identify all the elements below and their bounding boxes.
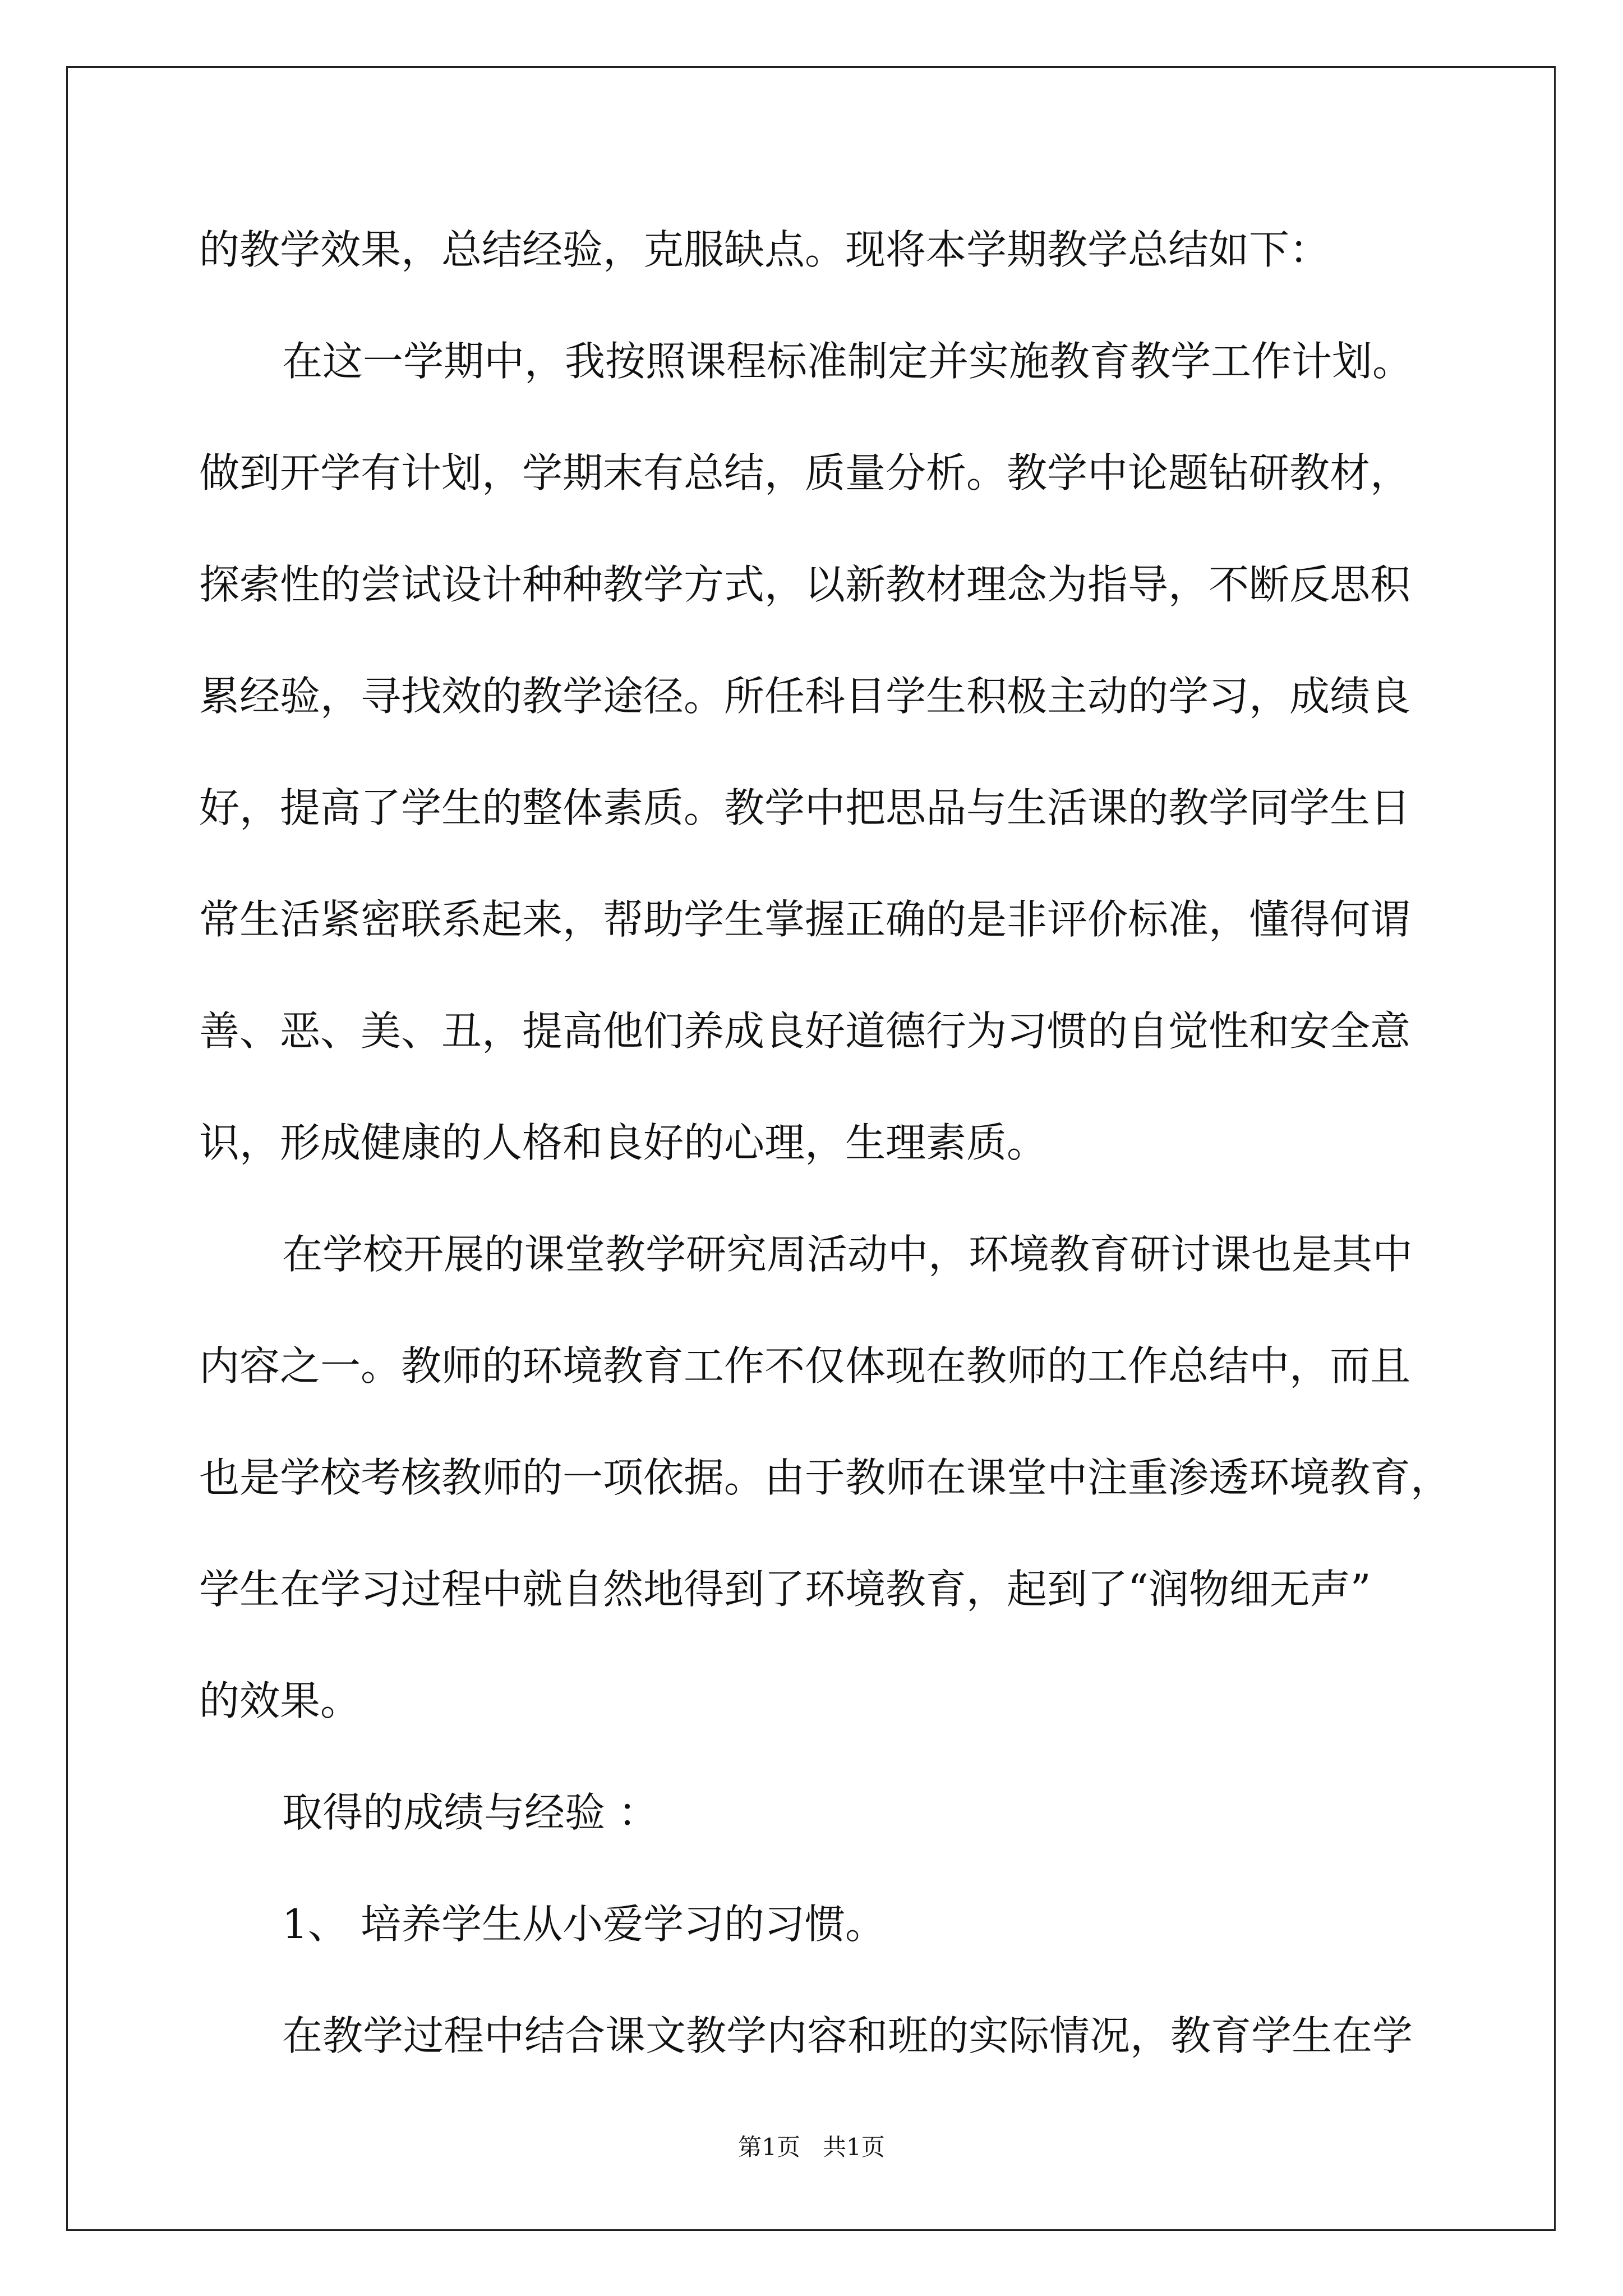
paragraph-line: 学生在学习过程中就自然地得到了环境教育，起到了“润物细无声” bbox=[199, 1566, 1371, 1613]
list-item-number: 1、 bbox=[282, 1901, 348, 1948]
paragraph-line: 内容之一。教师的环境教育工作不仅体现在教师的工作总结中，而且 bbox=[199, 1342, 1411, 1389]
paragraph-line: 善、恶、美、丑，提高他们养成良好道德行为习惯的自觉性和安全意 bbox=[199, 1007, 1411, 1055]
page-number: 第1页 bbox=[738, 2133, 800, 2161]
paragraph-line: 做到开学有计划，学期末有总结，质量分析。教学中论题钻研教材， bbox=[199, 449, 1411, 496]
paragraph-line: 也是学校考核教师的一项依据。由于教师在课堂中注重渗透环境教育， bbox=[199, 1454, 1451, 1501]
list-item-text: 培养学生从小爱学习的习惯。 bbox=[361, 1901, 886, 1948]
page-footer bbox=[0, 2131, 1623, 2164]
paragraph-line: 在学校开展的课堂教学研究周活动中，环境教育研讨课也是其中 bbox=[282, 1231, 1413, 1278]
paragraph-line: 累经验，寻找效的教学途径。所任科目学生积极主动的学习，成绩良 bbox=[199, 673, 1411, 720]
paragraph-line: 好，提高了学生的整体素质。教学中把思品与生活课的教学同学生日 bbox=[199, 784, 1411, 831]
paragraph-line: 常生活紧密联系起来，帮助学生掌握正确的是非评价标准，懂得何谓 bbox=[199, 896, 1411, 943]
paragraph-line: 识，形成健康的人格和良好的心理，生理素质。 bbox=[199, 1119, 1048, 1166]
page-total: 共1页 bbox=[823, 2133, 885, 2161]
paragraph-line: 的效果。 bbox=[199, 1677, 361, 1724]
paragraph-line: 的教学效果，总结经验，克服缺点。现将本学期教学总结如下： bbox=[199, 226, 1330, 273]
paragraph-line: 在教学过程中结合课文教学内容和班的实际情况，教育学生在学 bbox=[282, 2012, 1413, 2059]
section-heading: 取得的成绩与经验 ： bbox=[282, 1789, 658, 1836]
paragraph-line: 探索性的尝试设计种种教学方式，以新教材理念为指导，不断反思积 bbox=[199, 561, 1411, 608]
list-item bbox=[282, 1890, 886, 1958]
paragraph-line: 在这一学期中，我按照课程标准制定并实施教育教学工作计划。 bbox=[282, 338, 1413, 385]
